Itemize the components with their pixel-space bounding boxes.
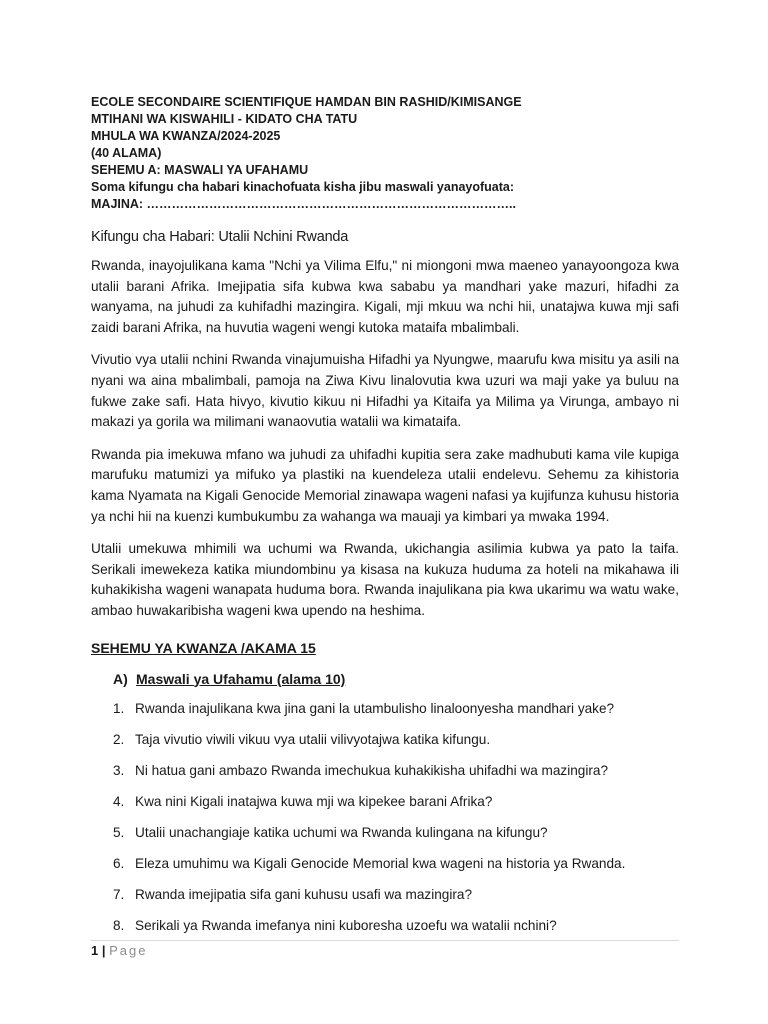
- exam-header: [91, 94, 679, 213]
- school-name: ECOLE SECONDAIRE SCIENTIFIQUE HAMDAN BIN RASHID/KIMISANGE: [91, 95, 522, 109]
- total-marks: (40 ALAMA): [91, 146, 162, 160]
- question-number: 2.: [113, 731, 125, 747]
- question-text: Ni hatua gani ambazo Rwanda imechukua kuhakikisha uhifadhi wa mazingira?: [135, 762, 609, 778]
- instruction: Soma kifungu cha habari kinachofuata kisha jibu maswali yanayofuata:: [91, 180, 515, 194]
- question-item: [91, 885, 679, 905]
- question-text: Eleza umuhimu wa Kigali Genocide Memorial kwa wageni na historia ya Rwanda.: [135, 855, 626, 871]
- document-page: [91, 94, 679, 947]
- exam-term: MHULA WA KWANZA/2024-2025: [91, 129, 281, 143]
- question-number: 7.: [113, 886, 125, 902]
- question-text: Serikali ya Rwanda imefanya nini kuboresha uzoefu wa watalii nchini?: [135, 917, 557, 933]
- question-text: Utalii unachangiaje katika uchumi wa Rwanda kulingana na kifungu?: [135, 824, 548, 840]
- question-item: [91, 730, 679, 750]
- part-one-heading: SEHEMU YA KWANZA /AKAMA 15: [91, 639, 316, 656]
- question-number: 4.: [113, 793, 125, 809]
- question-text: Taja vivutio viwili vikuu vya utalii vilivyotajwa katika kifungu.: [135, 731, 491, 747]
- passage-title: Kifungu cha Habari: Utalii Nchini Rwanda: [91, 229, 349, 245]
- passage-paragraph: Utalii umekuwa mhimili wa uchumi wa Rwanda, ukichangia asilimia kubwa ya pato la taifa. Serikali imewekeza katika miundombinu ya kisasa na kukuza huduma za hoteli na mikahawa ili kuhakikisha wageni wanapata huduma bora. Rwanda inajulikana pia kwa ukarimu wa watu wake, ambao huwakaribisha wageni kwa upendo na heshima.: [91, 541, 679, 618]
- question-list: [91, 699, 679, 936]
- question-number: 5.: [113, 824, 125, 840]
- question-text: Rwanda inajulikana kwa jina gani la utambulisho linaloonyesha mandhari yake?: [135, 700, 615, 716]
- question-item: [91, 792, 679, 812]
- subheading-letter: A): [113, 670, 128, 687]
- passage-paragraph: Rwanda pia imekuwa mfano wa juhudi za uhifadhi kupitia sera zake madhubuti kama vile kupiga marufuku matumizi ya mifuko ya plastiki na kuendeleza utalii endelevu. Sehemu za kihistoria kama Nyamata na Kigali Genocide Memorial zinawapa wageni nafasi ya kujifunza kuhusu historia ya nchi hii na kuenzi kumbukumbu za wahanga wa mauaji ya kimbari ya mwaka 1994.: [91, 446, 679, 524]
- question-number: 8.: [113, 917, 125, 933]
- page-footer: [91, 940, 679, 958]
- question-item: [91, 854, 679, 874]
- exam-title: MTIHANI WA KISWAHILI - KIDATO CHA TATU: [91, 112, 358, 126]
- question-number: 3.: [113, 762, 125, 778]
- question-item: [91, 916, 679, 936]
- question-text: Kwa nini Kigali inatajwa kuwa mji wa kipekee barani Afrika?: [135, 793, 493, 809]
- page-label: Page: [109, 943, 148, 958]
- question-number: 1.: [113, 700, 125, 716]
- name-line: MAJINA: ……………………………………………………………………………..: [91, 197, 516, 211]
- question-item: [91, 823, 679, 843]
- question-number: 6.: [113, 855, 125, 871]
- question-item: [91, 761, 679, 781]
- comprehension-subheading: [113, 669, 679, 689]
- passage-paragraph: Rwanda, inayojulikana kama "Nchi ya Vilima Elfu," ni miongoni mwa maeneo yanayoongoza kwa utalii barani Afrika. Imejipatia sifa kubwa kwa sababu ya mandhari yake mazuri, hifadhi za wanyama, na juhudi za kuhifadhi mazingira. Kigali, mji mkuu wa nchi hii, unatajwa kuwa mji safi zaidi barani Afrika, na huvutia wageni wengi kutoka mataifa mbalimbali.: [91, 258, 679, 335]
- footer-separator: |: [101, 943, 106, 958]
- passage-paragraph: Vivutio vya utalii nchini Rwanda vinajumuisha Hifadhi ya Nyungwe, maarufu kwa misitu ya asili na nyani wa aina mbalimbali, pamoja na Ziwa Kivu linalovutia kwa uzuri wa maji yake ya buluu na fukwe zake safi. Hata hivyo, kivutio kikuu ni Hifadhi ya Kitaifa ya Milima ya Virunga, ambayo ni makazi ya gorila wa milimani wanaovutia watalii wa kimataifa.: [91, 352, 679, 430]
- section-label: SEHEMU A: MASWALI YA UFAHAMU: [91, 163, 309, 177]
- question-text: Rwanda imejipatia sifa gani kuhusu usafi wa mazingira?: [135, 886, 473, 902]
- question-item: [91, 699, 679, 719]
- subheading-title: Maswali ya Ufahamu (alama 10): [136, 670, 346, 687]
- page-number: 1: [91, 943, 99, 958]
